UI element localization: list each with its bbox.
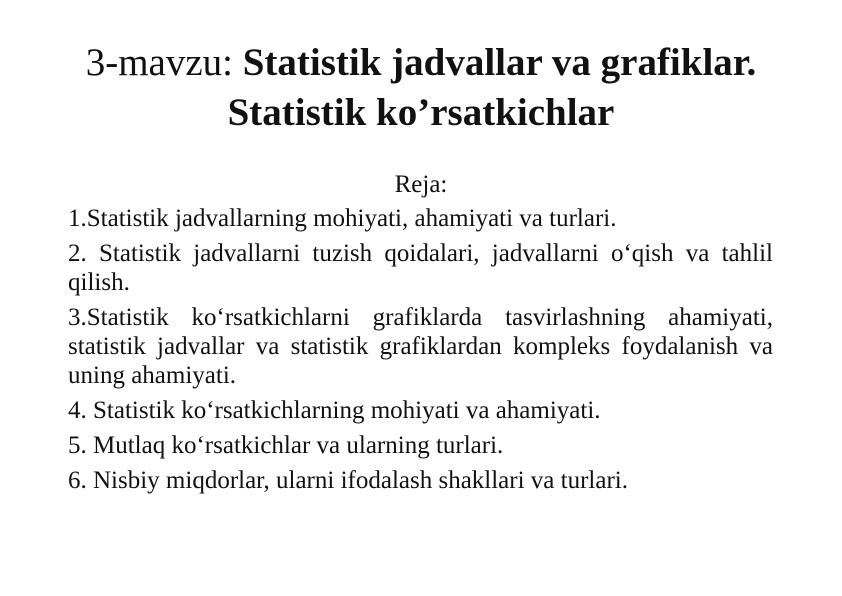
plan-item-2: 2. Statistik jadvallarni tuzish qoidalari, jadvallarni o‘qish va tahlil qilish. bbox=[68, 240, 773, 296]
plan-item-6: 6. Nisbiy miqdorlar, ularni ifodalash shakllari va turlari. bbox=[68, 467, 628, 494]
plan-item-4: 4. Statistik ko‘rsatkichlarning mohiyati va ahamiyati. bbox=[68, 397, 601, 424]
plan-item-1: 1.Statistik jadvallarning mohiyati, ahamiyati va turlari. bbox=[68, 205, 617, 232]
plan-item-3: 3.Statistik ko‘rsatkichlarni grafiklarda tasvirlashning ahamiyati, statistik jadvallar va statistik grafiklardan kompleks foydalanish va uning ahamiyati. bbox=[68, 304, 773, 389]
plan-item-5: 5. Mutlaq ko‘rsatkichlar va ularning turlari. bbox=[68, 432, 504, 459]
plan-list bbox=[68, 204, 773, 501]
plan-heading: Reja: bbox=[394, 171, 448, 198]
slide-title-prefix: 3-mavzu: bbox=[85, 41, 243, 84]
slide-title-topic: Statistik jadvallar va grafiklar. Statistik ko’rsatkichlar bbox=[227, 41, 757, 134]
slide-title bbox=[60, 38, 782, 138]
